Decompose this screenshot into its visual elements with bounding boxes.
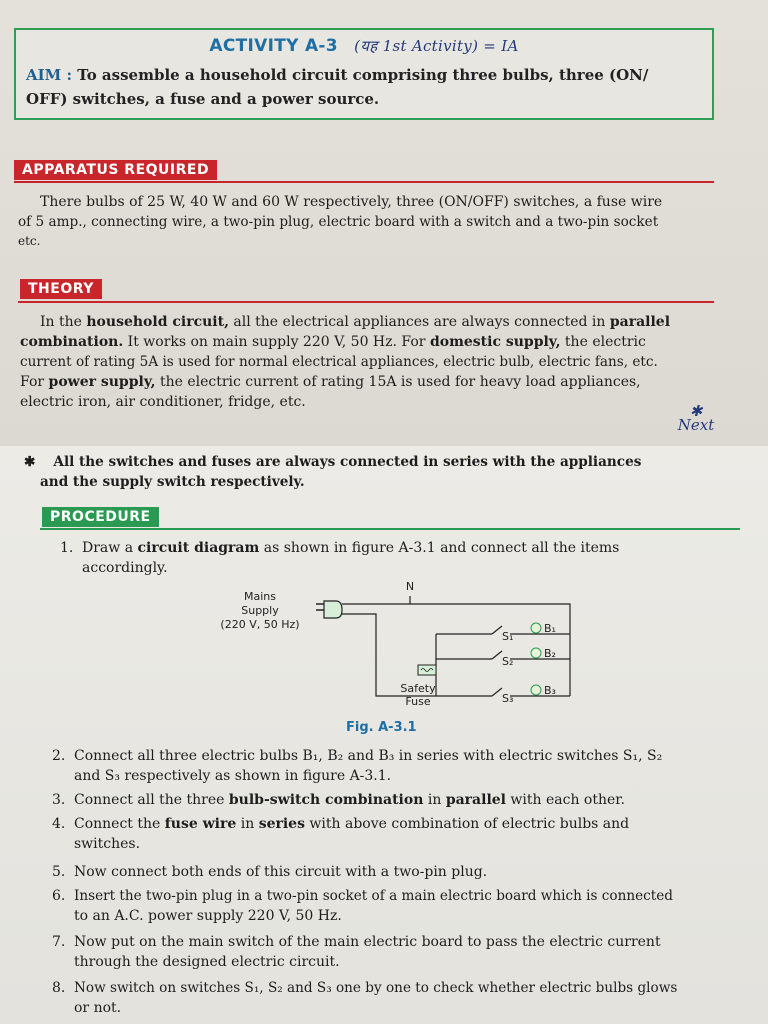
step-bold: parallel (445, 792, 506, 808)
procedure-heading: PROCEDURE (42, 507, 159, 527)
step-text-part: Connect all the three (74, 792, 229, 808)
step-text (74, 790, 625, 810)
supply-label: Supply (241, 604, 279, 617)
switch-icons (492, 626, 502, 696)
theory-text: For (20, 374, 49, 390)
procedure-step-8 (52, 978, 762, 1018)
step-text-part: Draw a (82, 540, 138, 556)
switch-s3-label: S₃ (502, 692, 514, 705)
theory-text: It works on main supply 220 V, 50 Hz. For (123, 334, 430, 350)
step-number: 5. (52, 864, 66, 880)
step-number: 2. (52, 748, 66, 764)
procedure-step-6 (52, 886, 762, 926)
theory-line-2 (20, 332, 646, 352)
star-icon: ✱ (24, 454, 36, 470)
step-text (82, 538, 619, 558)
step-text-line-2: accordingly. (82, 560, 168, 576)
theory-text: all the electrical appliances are always connected in (228, 314, 610, 330)
activity-title-text: ACTIVITY A-3 (209, 36, 338, 56)
step-text: Connect all three electric bulbs B₁, B₂ and B₃ in series with electric switches S₁, S₂ (74, 748, 663, 764)
figure-caption: Fig. A-3.1 (346, 720, 417, 735)
theory-text: the electric current of rating 15A is used for heavy load appliances, (155, 374, 641, 390)
theory-line-3: current of rating 5A is used for normal electrical appliances, electric bulb, electric fans, etc. (20, 354, 658, 370)
step-number: 7. (52, 934, 66, 950)
step-text-part: with each other. (505, 792, 625, 808)
mains-label: Mains (244, 590, 276, 603)
aim-box (14, 28, 714, 120)
step-number: 8. (52, 980, 66, 996)
aim-line-1 (26, 66, 706, 84)
step-text-line-2: switches. (74, 836, 141, 852)
aim-label: AIM : (26, 66, 73, 84)
step-bold: series (258, 816, 305, 832)
theory-bold: parallel (609, 314, 671, 330)
step-text-line-2: and S₃ respectively as shown in figure A-3.1. (74, 768, 392, 784)
star-icon: ✱ (689, 402, 703, 420)
switch-s1-label: S₁ (502, 630, 514, 643)
procedure-rule (40, 528, 740, 530)
bulb-b3-label: B₃ (544, 684, 556, 697)
theory-rule (18, 301, 714, 303)
step-text: Insert the two-pin plug in a two-pin socket of a main electric board which is connected (74, 888, 673, 904)
circuit-wires (342, 596, 570, 696)
theory-line-4 (20, 372, 641, 392)
highlight-text: All the switches and fuses are always connected in series with the appliances (53, 454, 642, 470)
handwritten-next-note (666, 402, 726, 434)
theory-heading: THEORY (20, 279, 102, 299)
switch-s2-label: S₂ (502, 655, 514, 668)
apparatus-line-3: etc. (18, 234, 41, 248)
theory-text: the electric (560, 334, 646, 350)
aim-text-1: To assemble a household circuit comprising three bulbs, three (ON/ (77, 66, 649, 84)
apparatus-line-2: of 5 amp., connecting wire, a two-pin plug, electric board with a switch and a two-pin socket (18, 214, 659, 230)
fuse-label-1: Safety (400, 682, 436, 695)
bulb-b2-label: B₂ (544, 647, 556, 660)
step-number: 6. (52, 888, 66, 904)
neutral-label: N (405, 580, 415, 593)
step-text-part: with above combination of electric bulbs and (304, 816, 630, 832)
apparatus-heading: APPARATUS REQUIRED (14, 160, 217, 180)
step-bold: bulb-switch combination (228, 792, 424, 808)
procedure-step-5 (52, 862, 762, 882)
step-text: Now connect both ends of this circuit with a two-pin plug. (74, 864, 488, 880)
activity-title (16, 36, 712, 56)
procedure-step-4 (52, 814, 762, 854)
step-bold: fuse wire (164, 816, 237, 832)
step-text-part: in (423, 792, 446, 808)
step-bold: circuit diagram (137, 540, 260, 556)
mains-supply-label (220, 590, 299, 631)
step-text-line-2: to an A.C. power supply 220 V, 50 Hz. (74, 908, 342, 924)
theory-bold: domestic supply, (429, 334, 561, 350)
step-text-line-2: or not. (74, 1000, 122, 1016)
step-text: Now put on the main switch of the main electric board to pass the electric current (74, 934, 661, 950)
procedure-step-3 (52, 790, 762, 810)
plug-icon (316, 601, 342, 618)
aim-line-2: OFF) switches, a fuse and a power source. (26, 90, 380, 108)
step-text-part: in (236, 816, 259, 832)
apparatus-line-1: There bulbs of 25 W, 40 W and 60 W respectively, three (ON/OFF) switches, a fuse wire (40, 194, 663, 210)
fuse-label-2: Fuse (405, 695, 431, 708)
next-text: Next (677, 416, 715, 434)
procedure-step-2 (52, 746, 762, 786)
step-number: 1. (60, 540, 74, 556)
procedure-step-1 (60, 538, 760, 578)
step-number: 3. (52, 792, 66, 808)
theory-text: In the (40, 314, 87, 330)
handwritten-note: (यह 1st Activity) = IA (354, 37, 519, 55)
highlight-line-1 (24, 452, 641, 472)
theory-bold: household circuit, (86, 314, 229, 330)
theory-line-5: electric iron, air conditioner, fridge, etc. (20, 394, 306, 410)
step-text (74, 814, 629, 834)
apparatus-rule (14, 181, 714, 183)
voltage-label: (220 V, 50 Hz) (220, 618, 300, 631)
step-text-part: as shown in figure A-3.1 and connect all the items (259, 540, 620, 556)
fuse-icon (418, 665, 436, 675)
theory-line-1 (40, 312, 670, 332)
bulb-b1-label: B₁ (544, 622, 556, 635)
procedure-step-7 (52, 932, 762, 972)
theory-bold: power supply, (48, 374, 156, 390)
step-text-part: Connect the (74, 816, 165, 832)
theory-bold: combination. (20, 334, 124, 350)
step-text: Now switch on switches S₁, S₂ and S₃ one by one to check whether electric bulbs glows (74, 980, 678, 996)
circuit-diagram (200, 574, 580, 720)
highlight-line-2: and the supply switch respectively. (40, 474, 305, 490)
step-number: 4. (52, 816, 66, 832)
step-text-line-2: through the designed electric circuit. (74, 954, 340, 970)
